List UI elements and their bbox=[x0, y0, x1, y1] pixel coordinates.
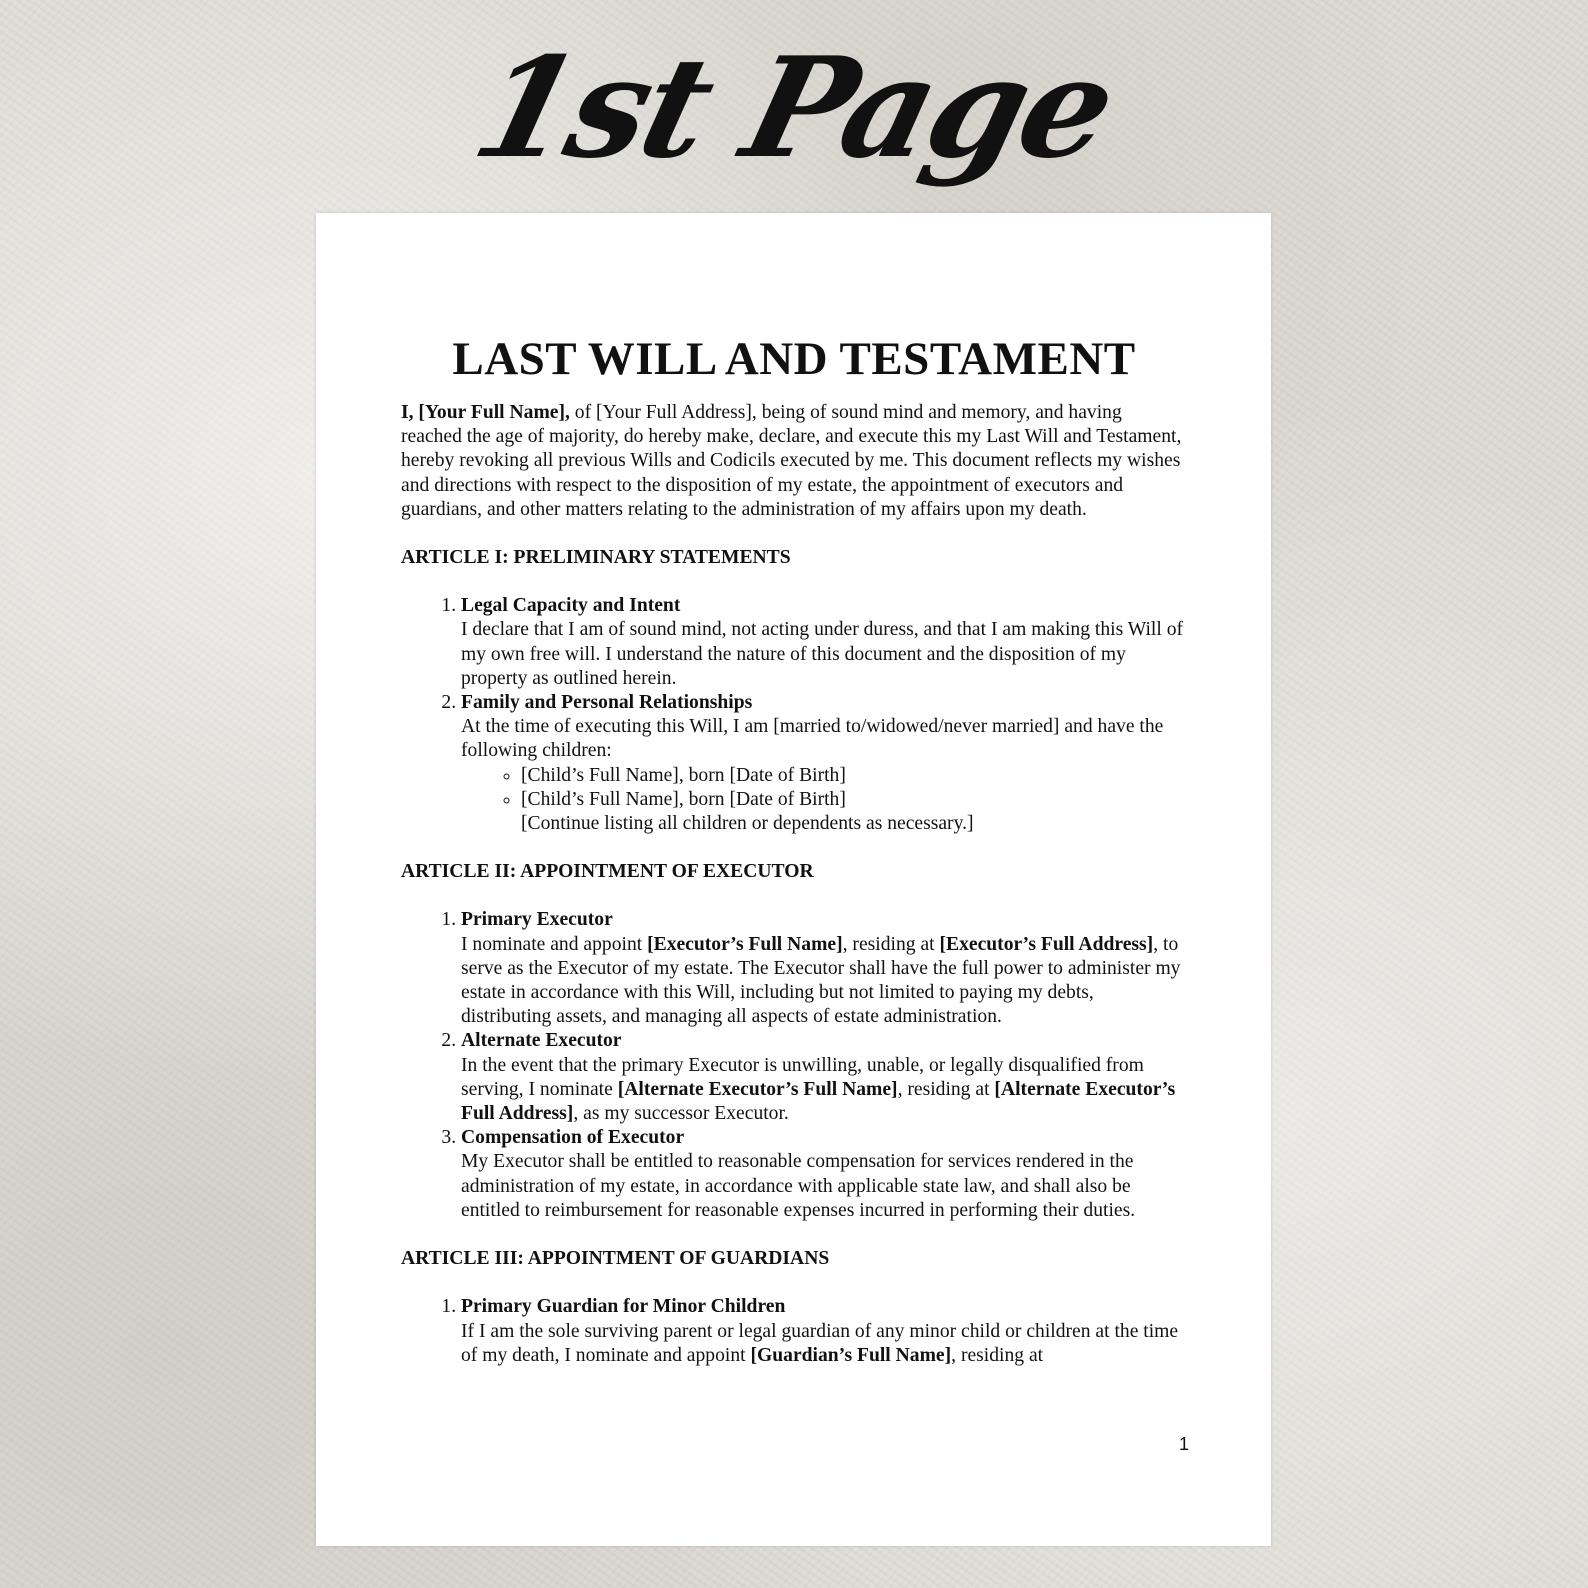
text-run: I nominate and appoint bbox=[461, 933, 648, 955]
text-run: If I am the sole surviving parent or legal guardian of any minor child or children at the time of my death, I nominate and appoint bbox=[461, 1320, 1179, 1366]
item-heading: 3. Compensation of Executor bbox=[461, 1127, 685, 1149]
child-entry: ◦ [Child’s Full Name], born [Date of Birth] bbox=[521, 788, 1187, 812]
item-text bbox=[461, 1054, 1187, 1127]
children-note: [Continue listing all children or dependents as necessary.] bbox=[521, 813, 974, 835]
item-text: My Executor shall be entitled to reasonable compensation for services rendered in the administration of my estate, in accordance with applicable state law, and shall also be entitled to reimbursement for reasonable expenses incurred in performing their duties. bbox=[461, 1151, 1136, 1221]
item-heading: 1. Primary Guardian for Minor Children bbox=[461, 1296, 786, 1318]
page-banner bbox=[0, 18, 1588, 208]
alternate-executor-address-placeholder: [Alternate Executor’s Full Address] bbox=[461, 1078, 1176, 1125]
executor-address-placeholder: [Executor’s Full Address] bbox=[939, 933, 1154, 955]
article-2-heading: ARTICLE II: APPOINTMENT OF EXECUTOR bbox=[401, 861, 814, 883]
article-2-list bbox=[401, 908, 1187, 1223]
item-text: At the time of executing this Will, I am [married to/widowed/never married] and have the following children: bbox=[461, 716, 1164, 762]
intro-lead: I, [Your Full Name], bbox=[401, 402, 570, 423]
article-2-item-1 bbox=[461, 908, 1187, 1029]
item-heading: 1. Primary Executor bbox=[461, 909, 613, 931]
article-3-item-1 bbox=[461, 1295, 1187, 1368]
intro-text: of [Your Full Address], being of sound mind and memory, and having reached the age of majority, do hereby make, declare, and execute this my Last Will and Testament, hereby revoking all previous Wills and Codicils executed by me. This document reflects my wishes and directions with respect to the disposition of my estate, the appointment of executors and guardians, and other matters relating to the administration of my affairs upon my death. bbox=[401, 402, 1182, 520]
item-text bbox=[461, 933, 1187, 1030]
text-run: , residing at bbox=[842, 933, 940, 955]
article-1-item-1 bbox=[461, 594, 1187, 691]
article-3-heading: ARTICLE III: APPOINTMENT OF GUARDIANS bbox=[401, 1248, 830, 1270]
child-entry: ◦ [Child’s Full Name], born [Date of Birth] bbox=[521, 764, 1187, 788]
guardian-name-placeholder: [Guardian’s Full Name] bbox=[750, 1344, 952, 1366]
text-run: , residing at bbox=[897, 1078, 995, 1100]
executor-name-placeholder: [Executor’s Full Name] bbox=[647, 933, 843, 955]
item-heading: 2. Alternate Executor bbox=[461, 1030, 622, 1052]
text-run: , residing at bbox=[951, 1344, 1044, 1366]
item-heading: 2. Family and Personal Relationships bbox=[461, 692, 753, 714]
article-1-heading: ARTICLE I: PRELIMINARY STATEMENTS bbox=[401, 547, 791, 569]
article-1-list bbox=[401, 594, 1187, 836]
item-text: I declare that I am of sound mind, not acting under duress, and that I am making this Will of my own free will. I understand the nature of this document and the disposition of my property as outlined herein. bbox=[461, 619, 1184, 689]
intro-paragraph bbox=[401, 401, 1187, 522]
article-2-item-2 bbox=[461, 1029, 1187, 1126]
article-2-item-3 bbox=[461, 1126, 1187, 1223]
article-3-list bbox=[401, 1295, 1187, 1368]
children-list bbox=[461, 764, 1187, 812]
article-1-item-2 bbox=[461, 691, 1187, 836]
banner-title: 1st Page bbox=[460, 26, 1129, 189]
document-title: LAST WILL AND TESTAMENT bbox=[452, 333, 1136, 385]
alternate-executor-name-placeholder: [Alternate Executor’s Full Name] bbox=[617, 1078, 898, 1100]
text-run: In the event that the primary Executor is unwilling, unable, or legally disqualified from serving, I nominate bbox=[461, 1054, 1144, 1100]
item-text bbox=[461, 1320, 1187, 1368]
text-run: , to serve as the Executor of my estate. The Executor shall have the full power to administer my estate in accordance with this Will, including but not limited to paying my debts, distributing assets, and managing all aspects of estate administration. bbox=[461, 933, 1181, 1028]
document-page bbox=[316, 213, 1271, 1546]
item-heading: 1. Legal Capacity and Intent bbox=[461, 595, 681, 617]
text-run: , as my successor Executor. bbox=[573, 1103, 789, 1125]
page-number: 1 bbox=[1178, 1434, 1189, 1454]
